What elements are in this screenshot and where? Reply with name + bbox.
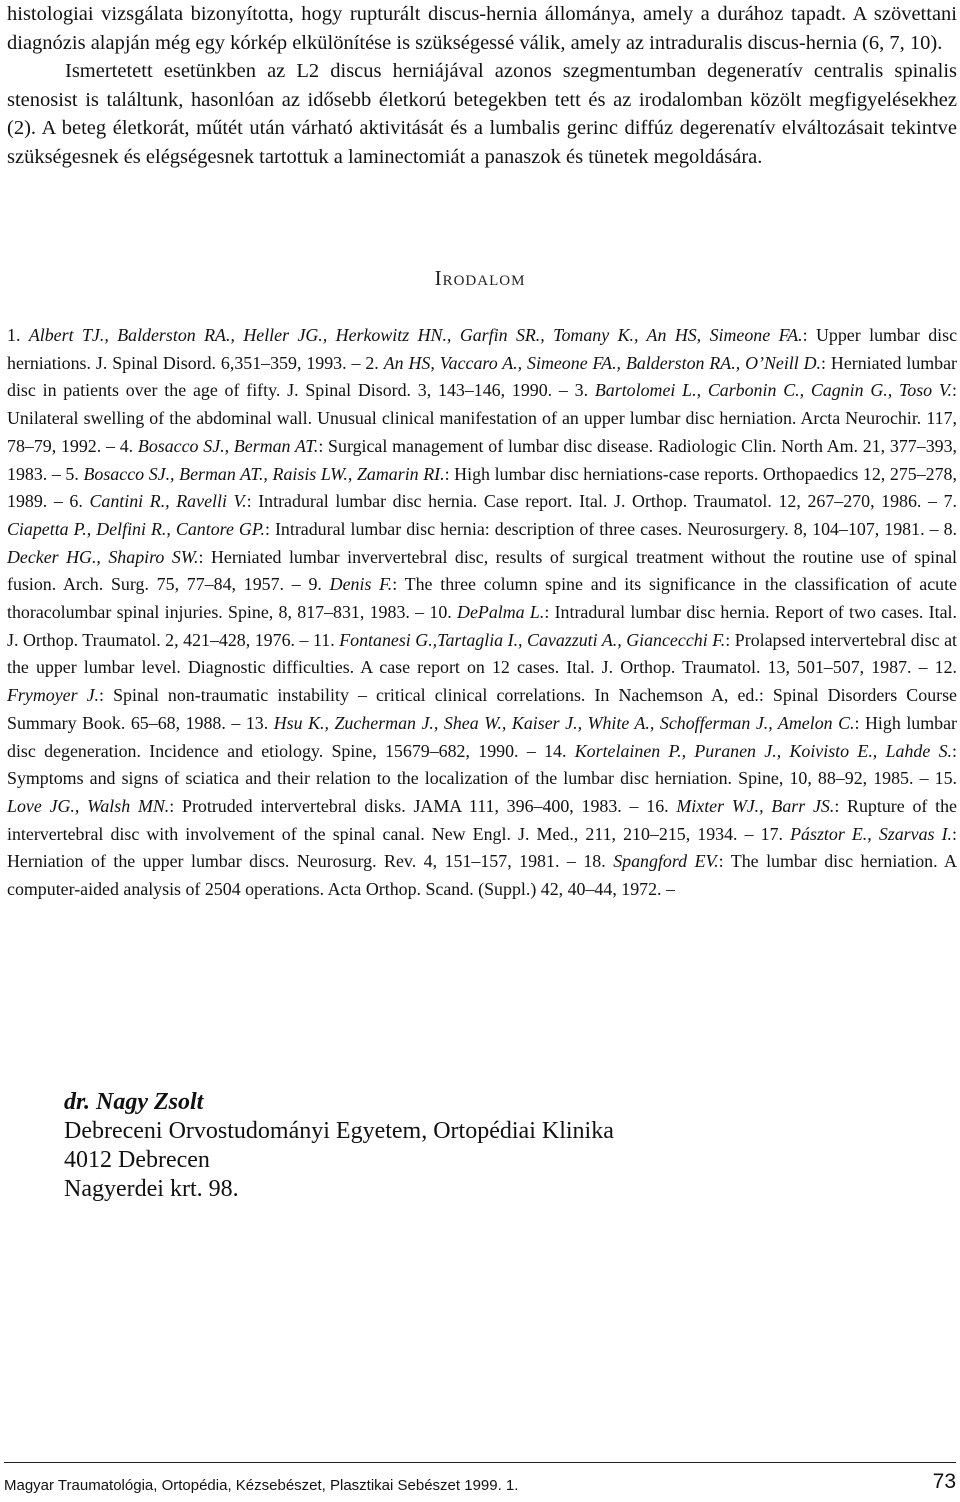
- paragraph-1: histologiai vizsgálata bizonyította, hogy rupturált discus-hernia állománya, amely a durához tapadt. A szövettani diagnózis alapján még egy kórkép elkülönítése is szükségessé válik, amely az intraduralis discus-hernia (6, 7, 10).: [7, 3, 957, 54]
- reference-citation: : Unilateral swelling of the abdominal wall. Unusual clinical manifestation of an upper lumbar disc herniation. Arcta Neurochir. 117, 78–79, 1992.: [7, 380, 957, 456]
- references-list: [7, 322, 957, 904]
- reference-citation: : Herniation of the upper lumbar discs. Neurosurg. Rev. 4, 151–157, 1981.: [7, 823, 957, 872]
- reference-citation: : Spinal non-traumatic instability – critical clinical correlations. In Nachemson A, ed.: Spinal Disorders Course Summary Book. 65–68, 1988.: [7, 685, 957, 733]
- author-name: dr. Nagy Zsolt: [64, 1089, 204, 1115]
- reference-authors: Bosacco SJ., Berman AT., Raisis LW., Zamarin RI.: [83, 463, 445, 484]
- reference-number: – 4.: [105, 435, 138, 456]
- reference-citation: : The three column spine and its significance in the classification of acute thoracolumbar spinal injuries. Spine, 8, 817–831, 1983.: [7, 574, 957, 623]
- reference-citation: : Prolapsed intervertebral disc at the upper lumbar level. Diagnostic difficulties. A case report on 12 cases. Ital. J. Orthop. Traumatol. 13, 501–507, 1987.: [7, 629, 957, 678]
- footer-journal: Magyar Traumatológia, Ortopédia, Kézsebészet, Plasztikai Sebészet 1999. 1.: [4, 1477, 519, 1494]
- address-line-2: 4012 Debrecen: [64, 1147, 210, 1173]
- author-address: [64, 1088, 614, 1204]
- reference-authors: Mixter WJ., Barr JS.: [676, 795, 835, 816]
- reference-authors: Bosacco SJ., Berman AT.: [137, 435, 319, 456]
- address-line-1: Debreceni Orvostudományi Egyetem, Ortopédiai Klinika: [64, 1118, 614, 1144]
- paragraph-2: Ismertetett esetünkben az L2 discus herniájával azonos szegmentumban degeneratív centralis spinalis stenosist is találtunk, hasonlóan az idősebb életkorú betegekben tett és az irodalomban közölt megfigyelésekhez (2). A beteg életkorát, műtét után várható aktivitását és a lumbalis gerinc diffúz degerenatív elváltozásait tekintve szükségesnek és elégségesnek tartottuk a laminectomiát a panaszok és tünetek megoldására.: [7, 60, 957, 168]
- reference-citation: : Protruded intervertebral disks. JAMA 111, 396–400, 1983.: [169, 795, 630, 816]
- body-text: [7, 0, 957, 172]
- reference-number: – 3.: [558, 380, 595, 401]
- reference-authors: Spangford EV.: [613, 851, 719, 872]
- reference-number: – 7.: [928, 491, 958, 512]
- reference-authors: Frymoyer J.: [7, 685, 100, 706]
- reference-citation: : High lumbar disc degeneration. Incidence and etiology. Spine, 15679–682, 1990.: [7, 712, 957, 761]
- reference-citation: : Herniated lumbar inververtebral disc, results of surgical treatment without the routine use of spinal fusion. Arch. Surg. 75, 77–84, 1957.: [7, 546, 958, 595]
- reference-citation: : Rupture of the intervertebral disc with involvement of the spinal canal. New Engl. J. Med., 211, 210–215, 1934.: [7, 795, 957, 844]
- reference-number: 1.: [7, 325, 29, 345]
- reference-citation: : Intradural lumbar disc hernia. Case report. Ital. J. Orthop. Traumatol. 12, 267–270, 1986.: [246, 491, 929, 512]
- reference-number: – 18.: [566, 851, 614, 872]
- reference-item: [54, 491, 928, 511]
- reference-authors: Hsu K., Zucherman J., Shea W., Kaiser J., White A., Schofferman J., Amelon C.: [273, 712, 855, 733]
- reference-authors: An HS, Vaccaro A., Simeone FA., Balderston RA., O’Neill D.: [383, 352, 822, 373]
- reference-citation: : The lumbar disc herniation. A computer-aided analysis of 2504 operations. Acta Orthop. Scand. (Suppl.) 42, 40–44, 1972. –: [7, 851, 957, 900]
- reference-number: – 9.: [291, 574, 330, 595]
- reference-number: – 6.: [53, 491, 90, 512]
- reference-citation: : High lumbar disc herniations-case reports. Orthopaedics 12, 275–278, 1989.: [7, 463, 957, 512]
- reference-authors: Albert TJ., Balderston RA., Heller JG., Herkowitz HN., Garfin SR., Tomany K., An HS, Simeone FA.: [28, 325, 803, 345]
- reference-authors: Bartolomei L., Carbonin C., Cagnin G., Toso V.: [594, 380, 953, 401]
- reference-number: – 8.: [929, 518, 957, 539]
- reference-authors: Decker HG., Shapiro SW.: [7, 546, 199, 567]
- reference-authors: Kortelainen P., Puranen J., Koivisto E., Lahde S.: [574, 740, 953, 761]
- reference-number: – 10.: [415, 602, 458, 623]
- references-heading: Irodalom: [434, 266, 526, 290]
- reference-authors: Pásztor E., Szarvas I.: [790, 823, 953, 844]
- address-line-3: Nagyerdei krt. 98.: [64, 1176, 239, 1202]
- reference-number: – 12.: [918, 657, 957, 678]
- reference-authors: Denis F.: [329, 574, 393, 595]
- reference-citation: : Intradural lumbar disc hernia. Report of two cases. Ital. J. Orthop. Traumatol. 2, 421–428, 1976.: [7, 602, 957, 650]
- reference-citation: : Intradural lumbar disc hernia: description of three cases. Neurosurgery. 8, 104–107, 1981.: [264, 518, 930, 539]
- reference-number: – 15.: [919, 768, 957, 789]
- reference-citation: : Upper lumbar disc herniations. J. Spinal Disord. 6,351–359, 1993.: [7, 325, 958, 373]
- reference-citation: : Herniated lumbar disc in patients over the age of fifty. J. Spinal Disord. 3, 143–146, 1990.: [7, 352, 958, 401]
- reference-citation: : Symptoms and signs of sciatica and their relation to the localization of the lumbar disc herniation. Spine, 10, 88–92, 1985.: [7, 740, 957, 789]
- reference-number: – 16.: [629, 795, 677, 816]
- footer-divider: [4, 1462, 956, 1463]
- reference-authors: Fontanesi G.,Tartaglia I., Cavazzuti A., Giancecchi F.: [339, 629, 726, 650]
- reference-citation: : Surgical management of lumbar disc disease. Radiologic Clin. North Am. 21, 377–393, 1983.: [7, 435, 958, 484]
- reference-number: – 11.: [299, 629, 340, 650]
- reference-authors: Ciapetta P., Delfini R., Cantore GP.: [7, 518, 265, 539]
- reference-number: – 14.: [526, 740, 575, 761]
- reference-authors: DePalma L.: [457, 602, 545, 623]
- page-number: 73: [932, 1470, 956, 1493]
- reference-authors: Cantini R., Ravelli V.: [89, 491, 247, 512]
- reference-number: – 13.: [231, 712, 274, 733]
- reference-number: – 17.: [744, 823, 791, 844]
- reference-number: – 5.: [51, 463, 84, 484]
- reference-number: – 2.: [351, 352, 384, 373]
- reference-authors: Love JG., Walsh MN.: [7, 795, 170, 816]
